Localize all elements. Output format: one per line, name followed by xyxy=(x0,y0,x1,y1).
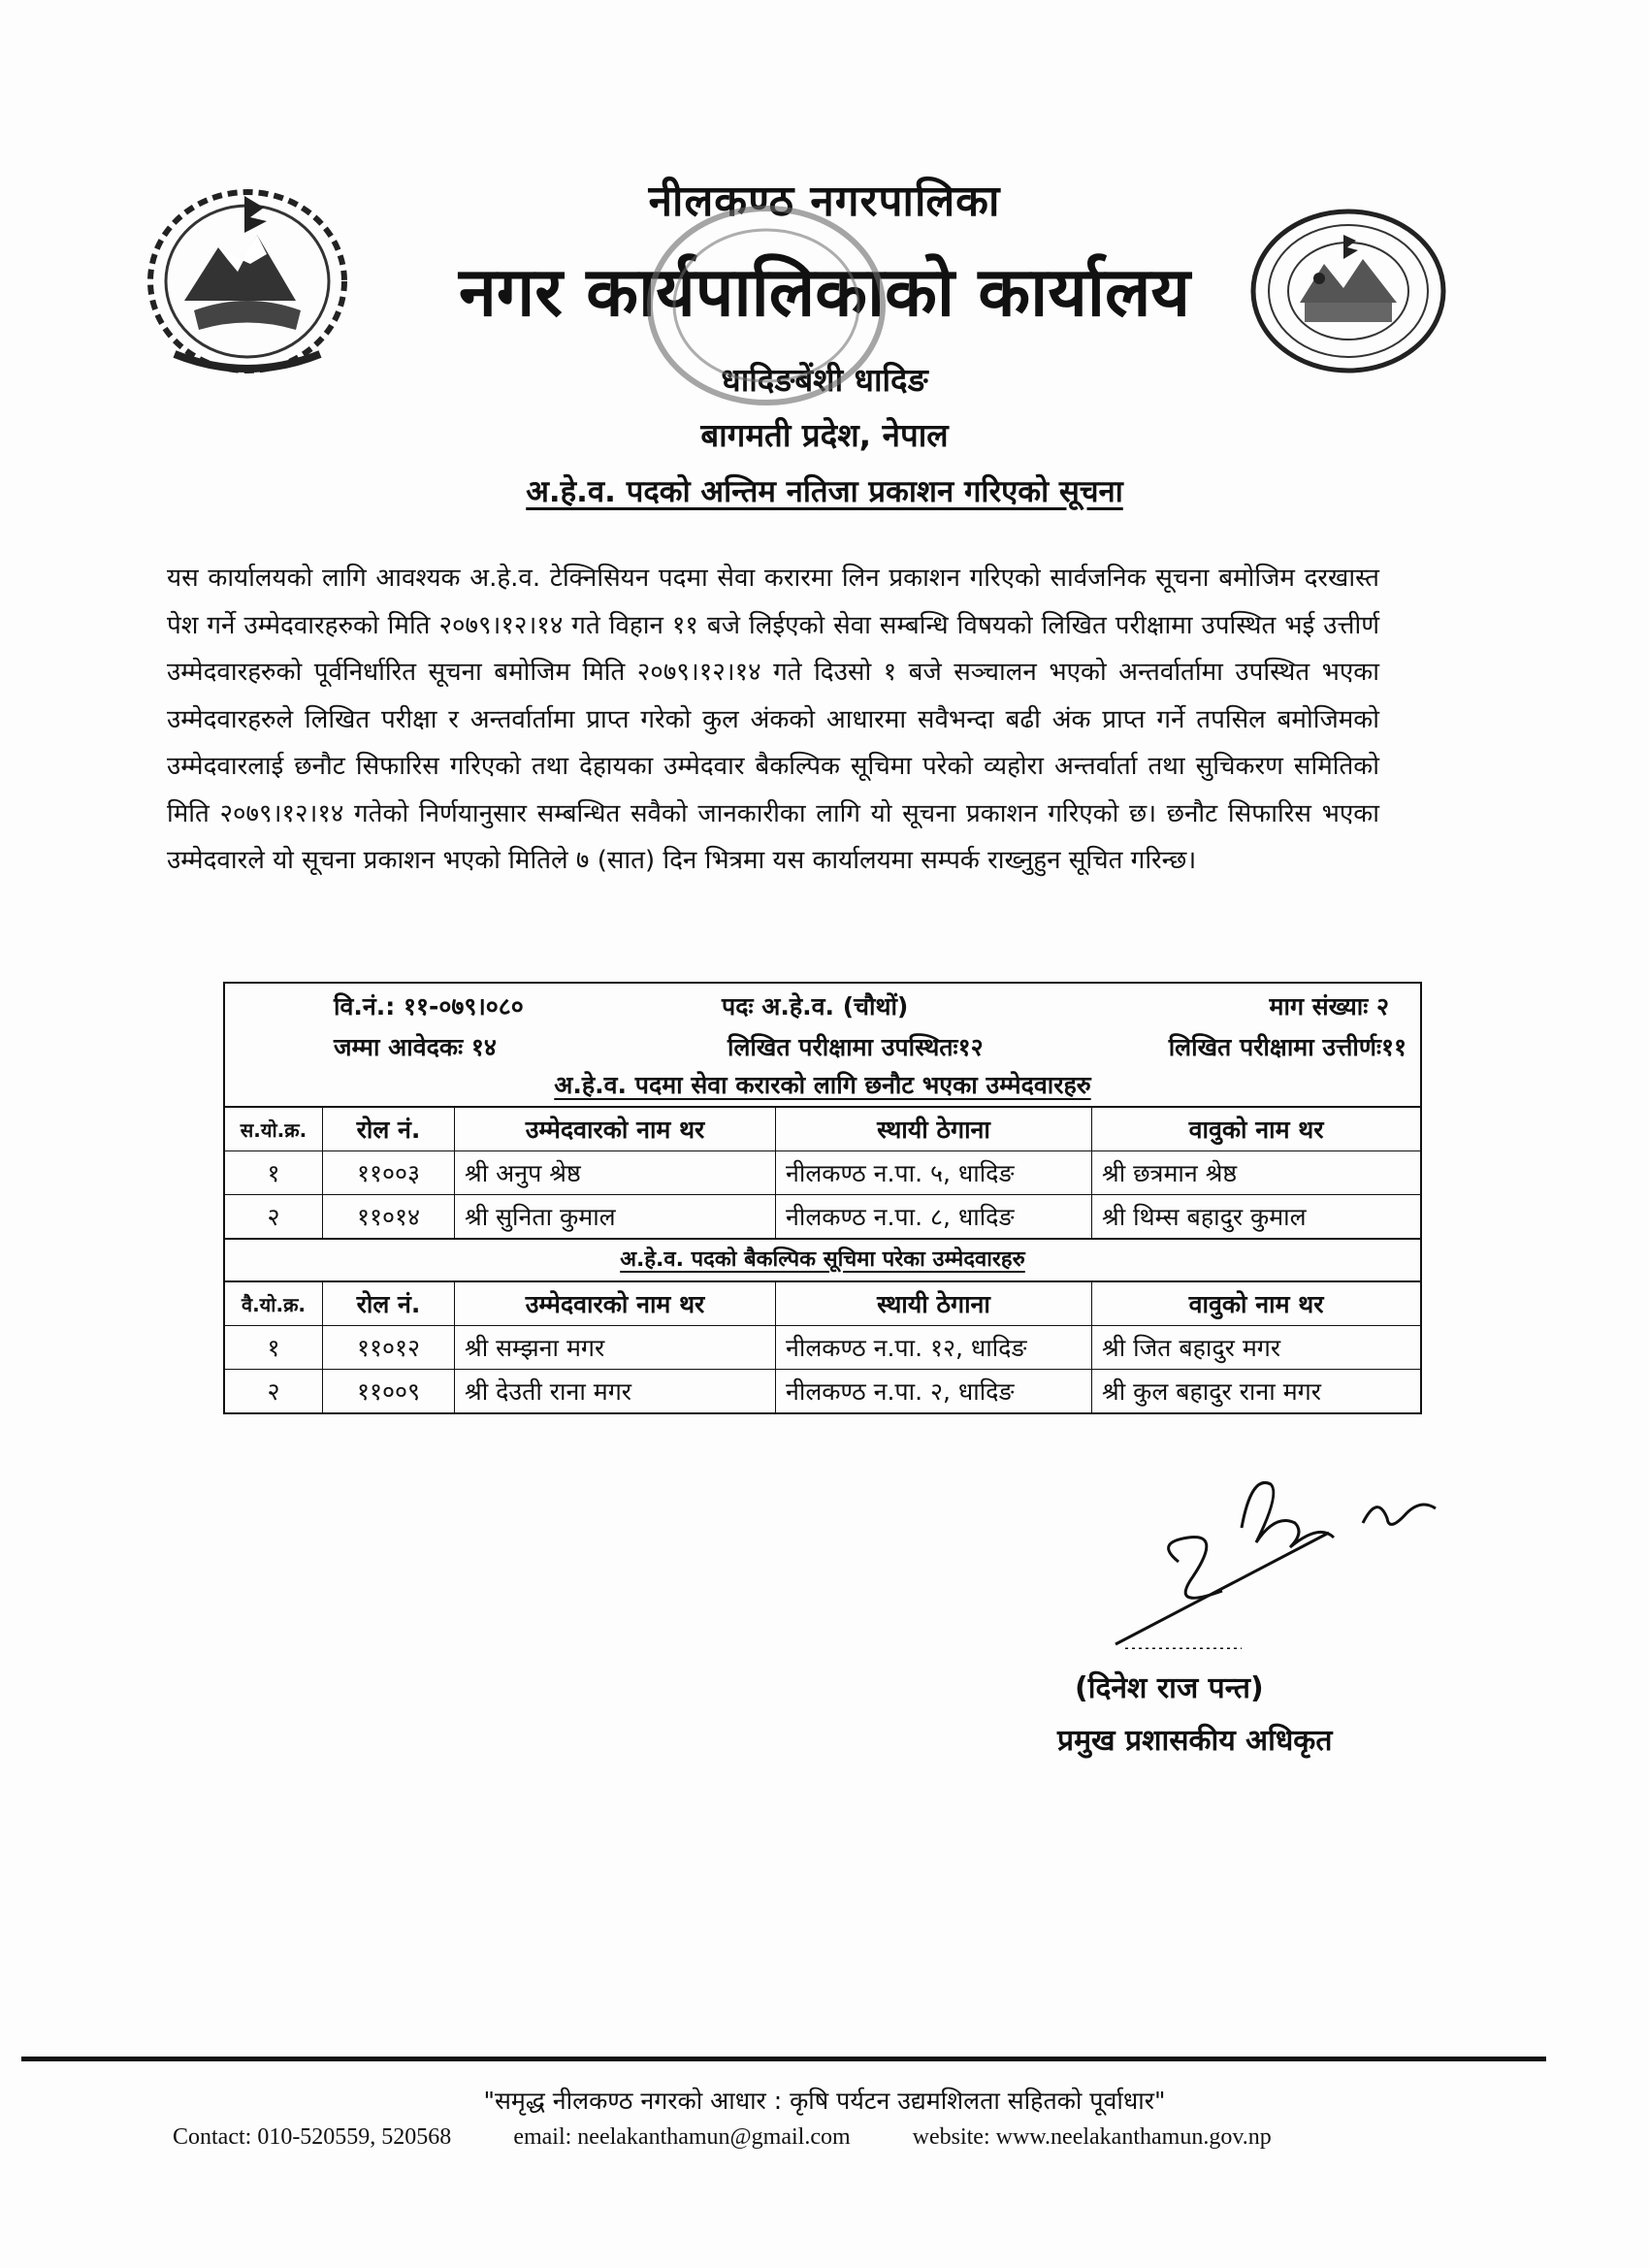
contact-website: website: www.neelakanthamun.gov.np xyxy=(912,2124,1272,2150)
selected-section-title: अ.हे.व. पदमा सेवा करारको लागि छनौट भएका उम्मेदवारहरु xyxy=(225,1065,1420,1108)
cell: श्री कुल बहादुर राना मगर xyxy=(1092,1370,1421,1413)
col-header: उम्मेदवारको नाम थर xyxy=(455,1108,776,1151)
info-row-2 xyxy=(225,1024,1420,1065)
alternate-section-title: अ.हे.व. पदको बैकल्पिक सूचिमा परेका उम्मेदवारहरु xyxy=(225,1238,1420,1282)
signature-image xyxy=(1086,1455,1474,1649)
selected-table xyxy=(225,1108,1420,1238)
contact-phone: Contact: 010-520559, 520568 xyxy=(173,2124,452,2150)
cell: २ xyxy=(225,1370,323,1413)
notice-body: यस कार्यालयको लागि आवश्यक अ.हे.व. टेक्निसियन पदमा सेवा करारमा लिन प्रकाशन गरिएको सार्वजनिक सूचना बमोजिम दरखास्त पेश गर्ने उम्मेदवारहरुको मिति २०७९।१२।१४ गते विहान ११ बजे लिईएको सेवा सम्बन्धि विषयको लिखित परीक्षामा उपस्थित भई उत्तीर्ण उम्मेदवारहरुको पूर्वनिर्धारित सूचना बमोजिम मिति २०७९।१२।१४ गते दिउसो १ बजे सञ्चालन भएको अन्तर्वार्तामा उपस्थित भएका उम्मेदवारहरुले लिखित परीक्षा र अन्तर्वार्तामा प्राप्त गरेको कुल अंकको आधारमा सवैभन्दा बढी अंक प्राप्त गर्ने तपसिल बमोजिमको उम्मेदवारलाई छनौट सिफारिस गरिएको तथा देहायका उम्मेदवार बैकल्पिक सूचिमा परेको व्यहोरा अन्तर्वार्ता तथा सुचिकरण समितिको मिति २०७९।१२।१४ गतेको निर्णयानुसार सम्बन्धित सवैको जानकारीका लागि यो सूचना प्रकाशन गरिएको छ। छनौट सिफारिस भएका उम्मेदवारले यो सूचना प्रकाशन भएको मितिले ७ (सात) दिन भित्रमा यस कार्यालयमा सम्पर्क राख्नुहुन सूचित गरिन्छ। xyxy=(167,564,1379,875)
col-header: स्थायी ठेगाना xyxy=(776,1282,1092,1326)
cell: श्री देउती राना मगर xyxy=(455,1370,776,1413)
col-header: स्थायी ठेगाना xyxy=(776,1108,1092,1151)
footer-motto: "समृद्ध नीलकण्ठ नगरको आधार : कृषि पर्यटन उद्यमशिलता सहितको पूर्वाधार" xyxy=(483,2087,1166,2115)
cell: ११००९ xyxy=(323,1370,455,1413)
table-row xyxy=(225,1195,1420,1239)
cell: नीलकण्ठ न.पा. २, धादिङ xyxy=(776,1370,1092,1413)
post-name: पदः अ.हे.व. (चौथों) xyxy=(722,992,909,1021)
office-stamp-icon xyxy=(621,194,912,417)
contact-email: email: neelakanthamun@gmail.com xyxy=(513,2124,851,2150)
table-header-row xyxy=(225,1108,1420,1151)
demand-count: माग संख्याः २ xyxy=(1269,992,1389,1021)
cell: नीलकण्ठ न.पा. ५, धादिङ xyxy=(776,1151,1092,1195)
signatory-name: (दिनेश राज पन्त) xyxy=(1075,1671,1264,1705)
footer-contact xyxy=(173,2124,1328,2151)
ad-number: वि.नं.: ११-०७९।०८० xyxy=(334,992,524,1021)
municipality-name: नीलकण्ठ नगरपालिका xyxy=(648,177,1001,226)
present-count: लिखित परीक्षामा उपस्थितः१२ xyxy=(728,1033,984,1061)
signatory-designation: प्रमुख प्रशासकीय अधिकृत xyxy=(1057,1724,1333,1758)
cell: ११०१४ xyxy=(323,1195,455,1239)
col-header: वावुको नाम थर xyxy=(1092,1282,1421,1326)
cell: श्री जित बहादुर मगर xyxy=(1092,1326,1421,1370)
col-header: रोल नं. xyxy=(323,1108,455,1151)
passed-count: लिखित परीक्षामा उत्तीर्णः११ xyxy=(1168,1033,1406,1061)
cell: २ xyxy=(225,1195,323,1239)
cell: श्री थिम्स बहादुर कुमाल xyxy=(1092,1195,1421,1239)
total-applicants: जम्मा आवेदकः १४ xyxy=(334,1033,497,1061)
cell: ११००३ xyxy=(323,1151,455,1195)
table-row xyxy=(225,1326,1420,1370)
col-header: वै.यो.क्र. xyxy=(225,1282,323,1326)
cell: श्री अनुप श्रेष्ठ xyxy=(455,1151,776,1195)
table-row xyxy=(225,1370,1420,1413)
cell: नीलकण्ठ न.पा. ८, धादिङ xyxy=(776,1195,1092,1239)
col-header: रोल नं. xyxy=(323,1282,455,1326)
col-header: स.यो.क्र. xyxy=(225,1108,323,1151)
cell: नीलकण्ठ न.पा. १२, धादिङ xyxy=(776,1326,1092,1370)
results-table xyxy=(223,982,1422,1414)
notice-title: अ.हे.व. पदको अन्तिम नतिजा प्रकाशन गरिएको सूचना xyxy=(526,474,1123,509)
province-name: बागमती प्रदेश, नेपाल xyxy=(700,416,949,454)
col-header: वावुको नाम थर xyxy=(1092,1108,1421,1151)
footer-divider xyxy=(21,2057,1546,2061)
cell: १ xyxy=(225,1151,323,1195)
info-row-1 xyxy=(225,984,1420,1024)
office-location: धादिङबेंशी धादिङ xyxy=(721,361,928,399)
col-header: उम्मेदवारको नाम थर xyxy=(455,1282,776,1326)
cell: श्री सम्झना मगर xyxy=(455,1326,776,1370)
cell: श्री छत्रमान श्रेष्ठ xyxy=(1092,1151,1421,1195)
table-row xyxy=(225,1151,1420,1195)
cell: श्री सुनिता कुमाल xyxy=(455,1195,776,1239)
cell: ११०१२ xyxy=(323,1326,455,1370)
alternate-table xyxy=(225,1282,1420,1412)
office-title: नगर कार्यपालिकाको कार्यालय xyxy=(458,252,1191,332)
table-header-row xyxy=(225,1282,1420,1326)
cell: १ xyxy=(225,1326,323,1370)
